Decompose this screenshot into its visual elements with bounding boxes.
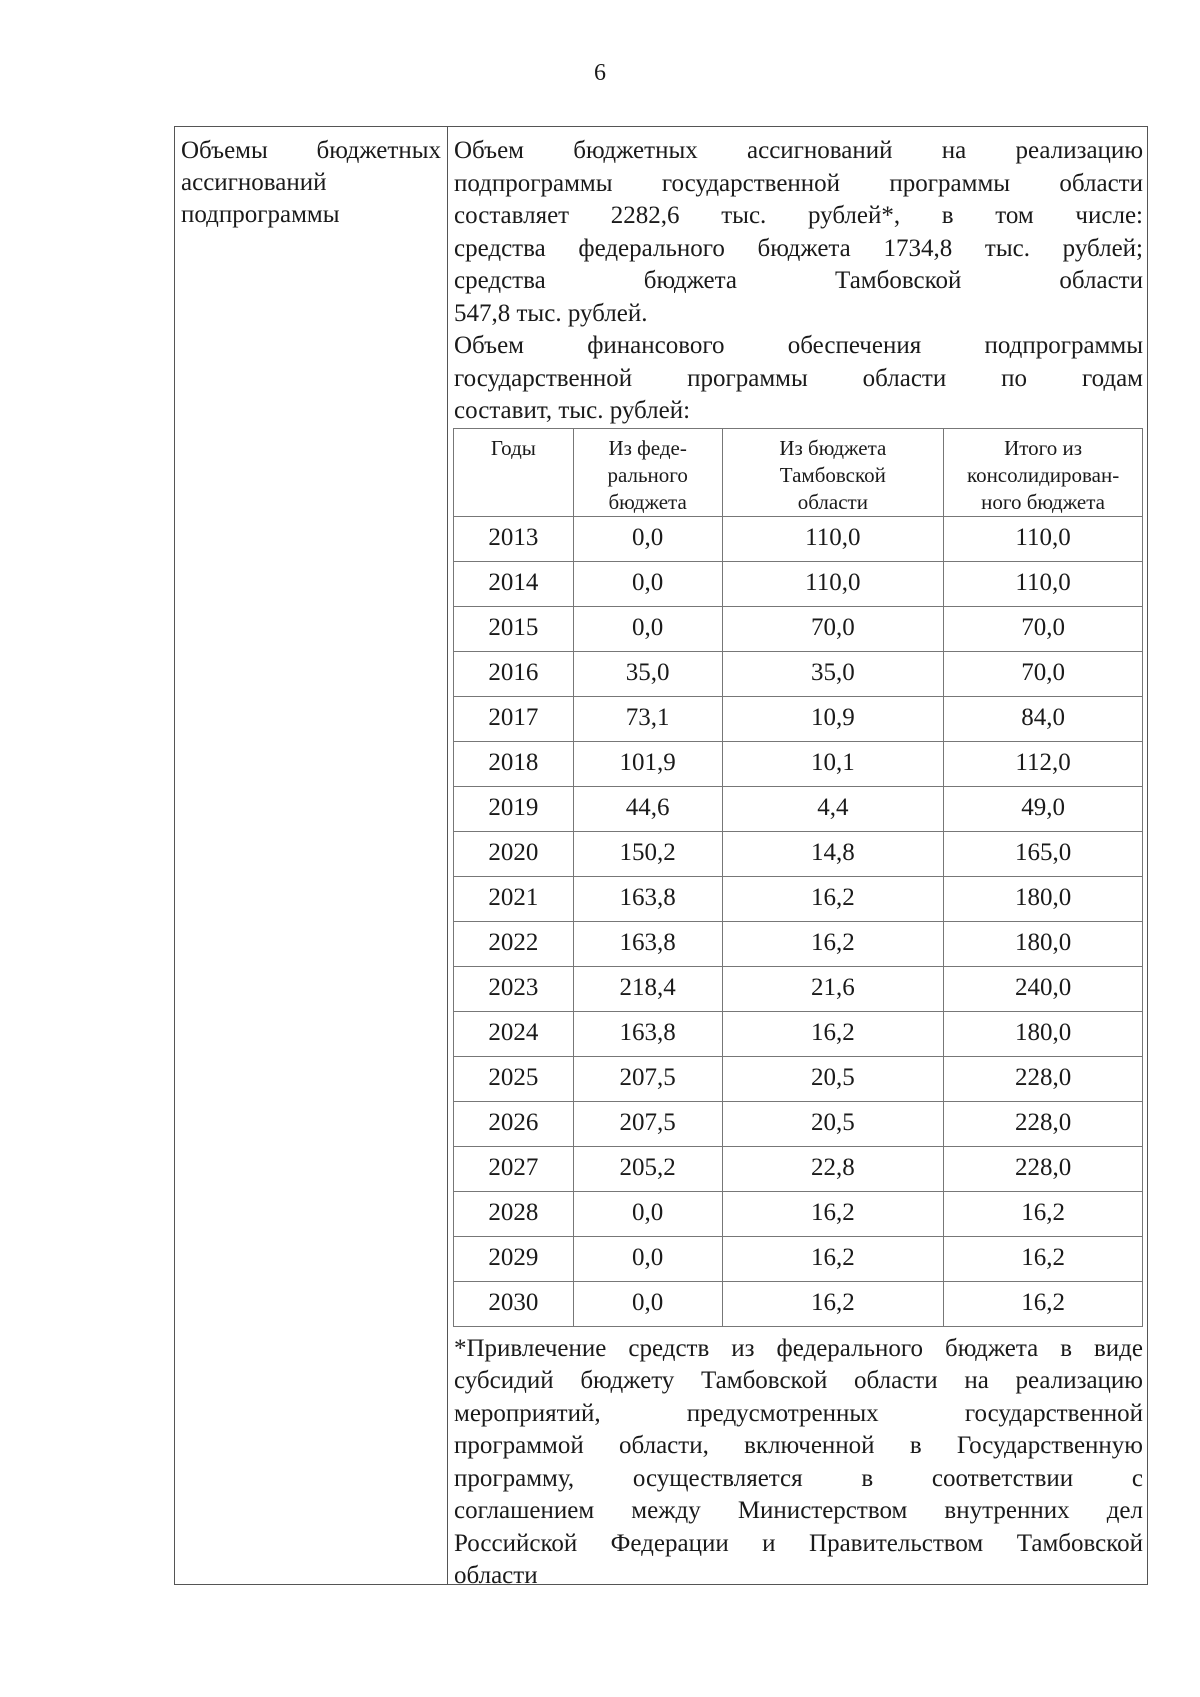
cell-total: 228,0 <box>944 1056 1143 1101</box>
table-row <box>454 516 1143 561</box>
table-row <box>454 696 1143 741</box>
passport-table <box>174 126 1148 1589</box>
cell-total: 112,0 <box>944 741 1143 786</box>
cell-federal: 207,5 <box>573 1056 722 1101</box>
cell-year: 2021 <box>454 876 574 921</box>
cell-total: 110,0 <box>944 516 1143 561</box>
cell-federal: 35,0 <box>573 651 722 696</box>
cell-regional: 110,0 <box>722 561 944 606</box>
intro-text <box>454 135 1143 428</box>
footnote-line: Российской Федерации и Правительством Тамбовской <box>454 1529 1143 1557</box>
header-regional <box>722 428 944 516</box>
cell-regional: 10,9 <box>722 696 944 741</box>
cell-year: 2025 <box>454 1056 574 1101</box>
cell-year: 2028 <box>454 1191 574 1236</box>
cell-regional: 20,5 <box>722 1056 944 1101</box>
header-line: области <box>797 489 868 514</box>
cell-federal: 205,2 <box>573 1146 722 1191</box>
cell-regional: 16,2 <box>722 1011 944 1056</box>
header-line: рального <box>607 462 688 487</box>
cell-total: 84,0 <box>944 696 1143 741</box>
cell-regional: 22,8 <box>722 1146 944 1191</box>
table-row <box>454 561 1143 606</box>
cell-regional: 10,1 <box>722 741 944 786</box>
row-content-cell <box>448 127 1147 1589</box>
cell-year: 2018 <box>454 741 574 786</box>
header-line: ного бюджета <box>981 489 1106 514</box>
cell-year: 2029 <box>454 1236 574 1281</box>
cell-year: 2022 <box>454 921 574 966</box>
footnote-line: соглашением между Министерством внутренних дел <box>454 1497 1143 1524</box>
header-line: Годы <box>490 435 536 460</box>
header-line: бюджета <box>608 489 687 514</box>
header-line: Из бюджета <box>779 435 887 460</box>
cell-total: 70,0 <box>944 651 1143 696</box>
cell-federal: 163,8 <box>573 921 722 966</box>
cell-federal: 163,8 <box>573 1011 722 1056</box>
cell-regional: 35,0 <box>722 651 944 696</box>
cell-total: 16,2 <box>944 1191 1143 1236</box>
intro-line: составляет 2282,6 тыс. рублей*, в том числе: <box>454 202 1143 229</box>
cell-federal: 0,0 <box>573 561 722 606</box>
intro-line: средства федерального бюджета 1734,8 тыс. рублей; <box>454 234 1143 262</box>
cell-regional: 110,0 <box>722 516 944 561</box>
cell-regional: 16,2 <box>722 1236 944 1281</box>
cell-total: 180,0 <box>944 921 1143 966</box>
cell-regional: 4,4 <box>722 786 944 831</box>
page-number: 6 <box>594 60 606 86</box>
cell-total: 49,0 <box>944 786 1143 831</box>
cell-total: 16,2 <box>944 1281 1143 1326</box>
cell-year: 2019 <box>454 786 574 831</box>
table-row <box>454 1101 1143 1146</box>
table-row <box>454 966 1143 1011</box>
header-line: Тамбовской <box>779 462 886 487</box>
cell-total: 16,2 <box>944 1236 1143 1281</box>
cell-federal: 101,9 <box>573 741 722 786</box>
table-row <box>454 786 1143 831</box>
table-row <box>454 651 1143 696</box>
cell-regional: 70,0 <box>722 606 944 651</box>
intro-line: Объем бюджетных ассигнований на реализацию <box>454 137 1143 164</box>
intro-line: средства бюджета Тамбовской области <box>454 267 1143 294</box>
row-label-line: подпрограммы <box>181 201 340 228</box>
cell-total: 180,0 <box>944 1011 1143 1056</box>
cell-year: 2014 <box>454 561 574 606</box>
table-header-row <box>454 428 1143 516</box>
intro-line: подпрограммы государственной программы области <box>454 169 1143 197</box>
cell-federal: 44,6 <box>573 786 722 831</box>
header-federal <box>573 428 722 516</box>
table-row <box>454 921 1143 966</box>
footnote-line: субсидий бюджету Тамбовской области на реализацию <box>454 1367 1143 1394</box>
cell-federal: 0,0 <box>573 1191 722 1236</box>
header-line: консолидирован- <box>966 462 1120 487</box>
cell-federal: 150,2 <box>573 831 722 876</box>
header-line: Итого из <box>1004 435 1083 460</box>
table-row <box>454 1011 1143 1056</box>
cell-regional: 16,2 <box>722 921 944 966</box>
footnote-line: *Привлечение средств из федерального бюджета в виде <box>454 1334 1143 1362</box>
cell-year: 2017 <box>454 696 574 741</box>
cell-regional: 21,6 <box>722 966 944 1011</box>
cell-total: 180,0 <box>944 876 1143 921</box>
cell-regional: 16,2 <box>722 1281 944 1326</box>
row-label-line: Объемы бюджетных <box>181 137 441 164</box>
cell-federal: 73,1 <box>573 696 722 741</box>
cell-federal: 218,4 <box>573 966 722 1011</box>
cell-total: 70,0 <box>944 606 1143 651</box>
cell-year: 2023 <box>454 966 574 1011</box>
cell-year: 2027 <box>454 1146 574 1191</box>
header-years <box>454 428 574 516</box>
cell-year: 2024 <box>454 1011 574 1056</box>
cell-year: 2013 <box>454 516 574 561</box>
table-row <box>454 741 1143 786</box>
cell-total: 110,0 <box>944 561 1143 606</box>
cell-total: 228,0 <box>944 1101 1143 1146</box>
footnote-line: области <box>454 1562 538 1589</box>
cell-regional: 16,2 <box>722 876 944 921</box>
cell-regional: 14,8 <box>722 831 944 876</box>
footnote-line: мероприятий, предусмотренных государственной <box>454 1399 1143 1427</box>
budget-by-year-table <box>453 428 1143 1327</box>
intro-line: составит, тыс. рублей: <box>454 397 691 424</box>
header-line: Из феде- <box>608 435 687 460</box>
table-row <box>454 1281 1143 1326</box>
table-row <box>454 1236 1143 1281</box>
table-row <box>454 1191 1143 1236</box>
cell-year: 2030 <box>454 1281 574 1326</box>
footnote-line: программу, осуществляется в соответствии с <box>454 1464 1143 1492</box>
intro-line: Объем финансового обеспечения подпрограммы <box>454 332 1143 359</box>
intro-line: 547,8 тыс. рублей. <box>454 299 648 327</box>
cell-total: 165,0 <box>944 831 1143 876</box>
row-label-cell <box>175 127 448 1584</box>
table-row <box>454 831 1143 876</box>
cell-federal: 0,0 <box>573 1281 722 1326</box>
cell-federal: 163,8 <box>573 876 722 921</box>
row-label-line: ассигнований <box>181 169 327 196</box>
header-total <box>944 428 1143 516</box>
cell-federal: 0,0 <box>573 1236 722 1281</box>
cell-regional: 20,5 <box>722 1101 944 1146</box>
table-body <box>454 516 1143 1326</box>
cell-year: 2026 <box>454 1101 574 1146</box>
table-row <box>454 876 1143 921</box>
footnote-line: программой области, включенной в Государственную <box>454 1432 1143 1459</box>
footnote <box>454 1333 1143 1593</box>
cell-year: 2015 <box>454 606 574 651</box>
table-row <box>454 1056 1143 1101</box>
intro-line: государственной программы области по годам <box>454 364 1143 392</box>
cell-year: 2020 <box>454 831 574 876</box>
cell-total: 240,0 <box>944 966 1143 1011</box>
cell-federal: 0,0 <box>573 606 722 651</box>
table-row <box>454 1146 1143 1191</box>
cell-year: 2016 <box>454 651 574 696</box>
cell-regional: 16,2 <box>722 1191 944 1236</box>
cell-total: 228,0 <box>944 1146 1143 1191</box>
cell-federal: 207,5 <box>573 1101 722 1146</box>
table-row <box>454 606 1143 651</box>
cell-federal: 0,0 <box>573 516 722 561</box>
